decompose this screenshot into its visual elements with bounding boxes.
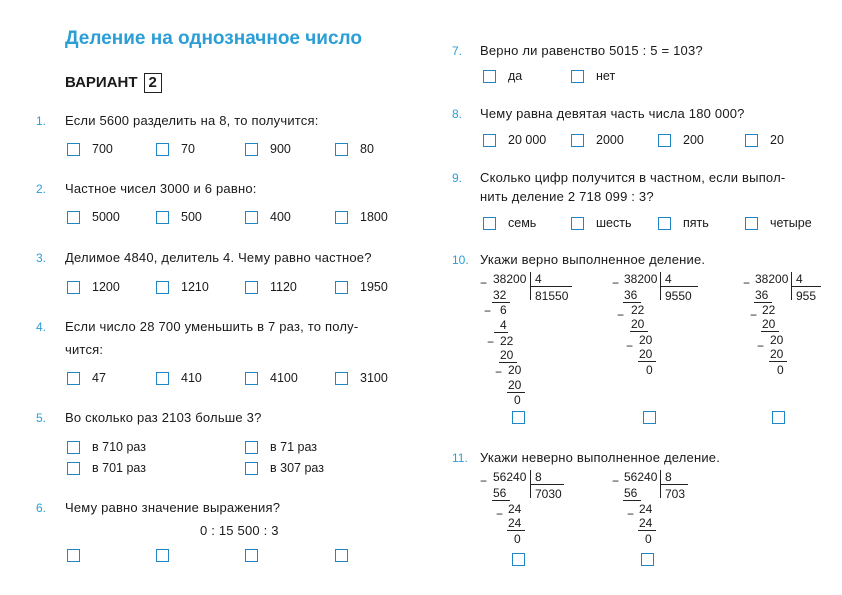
question-1-text: Если 5600 разделить на 8, то получится: <box>65 113 319 128</box>
q8-option-1[interactable] <box>483 133 546 147</box>
option-label: шесть <box>596 216 632 230</box>
option-label: пять <box>683 216 709 230</box>
question-9-text-cont: нить деление 2 718 099 : 3? <box>480 189 654 204</box>
step: 0 <box>645 532 652 546</box>
q10-option-1-checkbox[interactable] <box>512 411 525 424</box>
question-1-number: 1. <box>36 114 47 128</box>
option-label: четыре <box>770 216 812 230</box>
step: 20 <box>631 317 645 331</box>
step: 20 <box>508 378 522 392</box>
q1-option-1[interactable] <box>67 142 113 156</box>
step: 20 <box>508 363 522 377</box>
step: 20 <box>762 317 776 331</box>
option-label: 20 <box>770 133 784 147</box>
checkbox[interactable] <box>335 372 348 385</box>
quotient: 955 <box>796 289 817 303</box>
q4-option-3[interactable] <box>245 371 298 385</box>
q9-option-2[interactable] <box>571 216 631 230</box>
checkbox[interactable] <box>658 217 671 230</box>
variant-text: ВАРИАНТ <box>65 74 138 91</box>
option-label: 200 <box>683 133 704 147</box>
q5-option-3[interactable] <box>67 461 146 475</box>
step: 22 <box>500 334 514 348</box>
question-3-number: 3. <box>36 251 47 265</box>
step: 0 <box>514 393 521 407</box>
option-label: 900 <box>270 142 291 156</box>
checkbox[interactable] <box>335 143 348 156</box>
option-label: 500 <box>181 210 202 224</box>
checkbox[interactable] <box>67 372 80 385</box>
dividend: 38200 <box>624 272 658 286</box>
q8-option-4[interactable] <box>745 133 784 147</box>
checkbox[interactable] <box>245 211 258 224</box>
divisor: 8 <box>535 470 542 484</box>
step: 24 <box>639 516 653 530</box>
option-label: 1800 <box>360 210 388 224</box>
checkbox[interactable] <box>67 211 80 224</box>
question-10-text: Укажи верно выполненное деление. <box>480 252 706 267</box>
divisor: 4 <box>665 272 672 286</box>
step: 20 <box>500 348 514 362</box>
option-label: в 710 раз <box>92 440 146 454</box>
question-6-number: 6. <box>36 501 47 515</box>
q5-option-1[interactable] <box>67 440 146 454</box>
checkbox[interactable] <box>67 441 80 454</box>
variant-number: 2 <box>144 73 162 93</box>
checkbox[interactable] <box>335 211 348 224</box>
step: 32 <box>493 288 507 302</box>
question-8-text: Чему равна девятая часть числа 180 000? <box>480 106 745 121</box>
option-label: 1950 <box>360 280 388 294</box>
option-label: семь <box>508 216 537 230</box>
question-6-expression: 0 : 15 500 : 3 <box>200 523 279 538</box>
question-10-number: 10. <box>452 253 469 267</box>
question-2-text: Частное чисел 3000 и 6 равно: <box>65 181 257 196</box>
q3-option-4[interactable] <box>335 280 388 294</box>
q1-option-4[interactable] <box>335 142 374 156</box>
q2-option-3[interactable] <box>245 210 291 224</box>
step: 20 <box>770 347 784 361</box>
step: 36 <box>755 288 769 302</box>
step: 20 <box>770 333 784 347</box>
dividend: 56240 <box>624 470 658 484</box>
checkbox[interactable] <box>483 134 496 147</box>
q1-option-3[interactable] <box>245 142 291 156</box>
q9-option-4[interactable] <box>745 216 812 230</box>
step: 56 <box>493 486 507 500</box>
option-label: 70 <box>181 142 195 156</box>
question-6-text: Чему равно значение выражения? <box>65 500 281 515</box>
checkbox[interactable] <box>245 441 258 454</box>
question-5-number: 5. <box>36 411 47 425</box>
quotient: 9550 <box>665 289 692 303</box>
q5-option-2[interactable] <box>245 440 317 454</box>
step: 56 <box>624 486 638 500</box>
question-4-number: 4. <box>36 320 47 334</box>
option-label: 700 <box>92 142 113 156</box>
q10-option-3-checkbox[interactable] <box>772 411 785 424</box>
checkbox[interactable] <box>156 211 169 224</box>
option-label: 400 <box>270 210 291 224</box>
q2-option-4[interactable] <box>335 210 388 224</box>
step: 6 <box>500 303 507 317</box>
step: 0 <box>777 363 784 377</box>
checkbox[interactable] <box>156 143 169 156</box>
q6-option-3-checkbox[interactable] <box>245 549 258 562</box>
step: 0 <box>514 532 521 546</box>
dividend: 56240 <box>493 470 527 484</box>
checkbox[interactable] <box>658 134 671 147</box>
checkbox[interactable] <box>67 281 80 294</box>
option-label: 47 <box>92 371 106 385</box>
option-label: 4100 <box>270 371 298 385</box>
divisor: 4 <box>535 272 542 286</box>
option-label: 80 <box>360 142 374 156</box>
quotient: 703 <box>665 487 686 501</box>
step: 24 <box>508 516 522 530</box>
checkbox[interactable] <box>483 217 496 230</box>
question-2-number: 2. <box>36 182 47 196</box>
step: 24 <box>639 502 653 516</box>
checkbox[interactable] <box>745 134 758 147</box>
checkbox[interactable] <box>67 143 80 156</box>
checkbox[interactable] <box>156 281 169 294</box>
option-label: 2000 <box>596 133 624 147</box>
option-label: в 71 раз <box>270 440 317 454</box>
q8-option-2[interactable] <box>571 133 624 147</box>
option-label: 1200 <box>92 280 120 294</box>
step: 4 <box>500 318 507 332</box>
checkbox[interactable] <box>571 217 584 230</box>
q1-option-2[interactable] <box>156 142 195 156</box>
q3-option-2[interactable] <box>156 280 209 294</box>
step: 20 <box>639 333 653 347</box>
q7-option-1[interactable] <box>483 69 522 83</box>
page-title: Деление на однозначное число <box>65 28 362 49</box>
q2-option-1[interactable] <box>67 210 120 224</box>
variant-label <box>65 73 162 93</box>
q8-option-3[interactable] <box>658 133 704 147</box>
question-11-text: Укажи неверно выполненное деление. <box>480 450 721 465</box>
q2-option-2[interactable] <box>156 210 202 224</box>
q5-option-4[interactable] <box>245 461 324 475</box>
option-label: да <box>508 69 523 83</box>
option-label: 410 <box>181 371 202 385</box>
checkbox[interactable] <box>745 217 758 230</box>
q4-option-4[interactable] <box>335 371 388 385</box>
question-7-number: 7. <box>452 44 463 58</box>
q3-option-3[interactable] <box>245 280 297 294</box>
q11-option-1-checkbox[interactable] <box>512 553 525 566</box>
option-label: 3100 <box>360 371 388 385</box>
checkbox[interactable] <box>571 70 584 83</box>
question-7-text: Верно ли равенство 5015 : 5 = 103? <box>480 43 703 58</box>
dividend: 38200 <box>755 272 789 286</box>
step: 0 <box>646 363 653 377</box>
question-4-text: Если число 28 700 уменьшить в 7 раз, то полу- <box>65 319 359 334</box>
option-label: в 307 раз <box>270 461 324 475</box>
checkbox[interactable] <box>245 143 258 156</box>
option-label: 1120 <box>270 280 297 294</box>
q3-option-1[interactable] <box>67 280 120 294</box>
divisor: 8 <box>665 470 672 484</box>
question-5-text: Во сколько раз 2103 больше 3? <box>65 410 262 425</box>
q6-option-2-checkbox[interactable] <box>156 549 169 562</box>
quotient: 7030 <box>535 487 562 501</box>
question-3-text: Делимое 4840, делитель 4. Чему равно частное? <box>65 250 372 265</box>
step: 22 <box>631 303 645 317</box>
checkbox[interactable] <box>335 281 348 294</box>
question-8-number: 8. <box>452 107 463 121</box>
question-4-text-cont: чится: <box>65 342 104 357</box>
question-11-number: 11. <box>452 451 468 465</box>
step: 20 <box>639 347 653 361</box>
option-label: 20 000 <box>508 133 547 147</box>
option-label: 1210 <box>181 280 209 294</box>
q9-option-1[interactable] <box>483 216 536 230</box>
checkbox[interactable] <box>245 462 258 475</box>
step: 36 <box>624 288 638 302</box>
checkbox[interactable] <box>245 372 258 385</box>
divisor: 4 <box>796 272 803 286</box>
q6-option-4-checkbox[interactable] <box>335 549 348 562</box>
q6-option-1-checkbox[interactable] <box>67 549 80 562</box>
question-9-text: Сколько цифр получится в частном, если выпол- <box>480 170 786 185</box>
q9-option-3[interactable] <box>658 216 709 230</box>
step: 24 <box>508 502 522 516</box>
q4-option-2[interactable] <box>156 371 202 385</box>
quotient: 81550 <box>535 289 569 303</box>
q4-option-1[interactable] <box>67 371 106 385</box>
option-label: 5000 <box>92 210 120 224</box>
q10-option-2-checkbox[interactable] <box>643 411 656 424</box>
option-label: нет <box>596 69 616 83</box>
option-label: в 701 раз <box>92 461 146 475</box>
question-9-number: 9. <box>452 171 463 185</box>
checkbox[interactable] <box>156 372 169 385</box>
dividend: 38200 <box>493 272 527 286</box>
step: 22 <box>762 303 776 317</box>
checkbox[interactable] <box>245 281 258 294</box>
checkbox[interactable] <box>571 134 584 147</box>
q11-option-2-checkbox[interactable] <box>641 553 654 566</box>
checkbox[interactable] <box>67 462 80 475</box>
checkbox[interactable] <box>483 70 496 83</box>
q7-option-2[interactable] <box>571 69 615 83</box>
